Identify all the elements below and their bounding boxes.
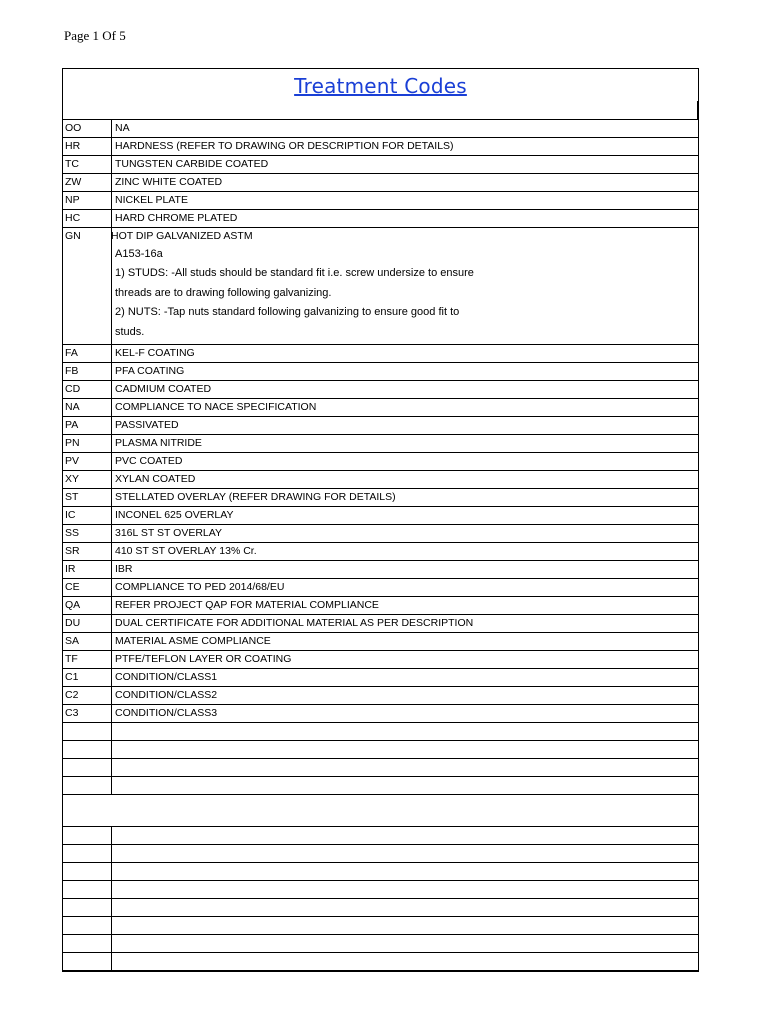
table-row	[63, 417, 698, 435]
description-cell: CADMIUM COATED	[112, 381, 699, 399]
description-cell: INCONEL 625 OVERLAY	[112, 507, 699, 525]
code-cell: TC	[63, 156, 112, 174]
description-cell: COMPLIANCE TO NACE SPECIFICATION	[112, 399, 699, 417]
code-cell: HR	[63, 138, 112, 156]
description-cell	[112, 723, 699, 741]
table-row	[63, 579, 698, 597]
description-cell	[112, 881, 699, 899]
table-row	[63, 777, 698, 795]
description-cell	[112, 827, 699, 845]
code-cell: GN	[63, 228, 112, 345]
description-cell: XYLAN COATED	[112, 471, 699, 489]
description-line: studs.	[115, 325, 145, 338]
table-row	[63, 953, 698, 971]
description-cell	[112, 917, 699, 935]
code-cell: CD	[63, 381, 112, 399]
code-cell: PV	[63, 453, 112, 471]
table-row	[63, 174, 698, 192]
code-cell: C2	[63, 687, 112, 705]
description-cell: CONDITION/CLASS1	[112, 669, 699, 687]
table-row	[63, 615, 698, 633]
table-row	[63, 192, 698, 210]
table-row	[63, 489, 698, 507]
description-cell	[112, 899, 699, 917]
codes-table	[63, 120, 698, 971]
table-row	[63, 633, 698, 651]
code-cell: XY	[63, 471, 112, 489]
description-cell	[112, 741, 699, 759]
table-row	[63, 543, 698, 561]
table-row	[63, 669, 698, 687]
table-row	[63, 210, 698, 228]
description-line: threads are to drawing following galvanizing.	[115, 286, 332, 299]
code-cell: C3	[63, 705, 112, 723]
description-cell	[112, 863, 699, 881]
code-cell	[63, 827, 112, 845]
code-cell: IR	[63, 561, 112, 579]
table-row	[63, 845, 698, 863]
table-row	[63, 827, 698, 845]
table-row	[63, 507, 698, 525]
table-row	[63, 471, 698, 489]
code-cell: C1	[63, 669, 112, 687]
description-cell: TUNGSTEN CARBIDE COATED	[112, 156, 699, 174]
code-cell: ST	[63, 489, 112, 507]
table-row	[63, 120, 698, 138]
code-cell	[63, 845, 112, 863]
description-cell: PLASMA NITRIDE	[112, 435, 699, 453]
code-cell: HC	[63, 210, 112, 228]
table-row	[63, 525, 698, 543]
table-row	[63, 228, 698, 345]
description-cell: COMPLIANCE TO PED 2014/68/EU	[112, 579, 699, 597]
description-cell: PFA COATING	[112, 363, 699, 381]
sheet-title[interactable]: Treatment Codes	[294, 74, 467, 98]
table-row	[63, 381, 698, 399]
table-row	[63, 363, 698, 381]
table-row	[63, 687, 698, 705]
table-row	[63, 723, 698, 741]
table-row	[63, 651, 698, 669]
table-row	[63, 435, 698, 453]
description-line: HOT DIP GALVANIZED ASTM	[111, 230, 253, 242]
table-row	[63, 399, 698, 417]
code-cell: PN	[63, 435, 112, 453]
description-line: 2) NUTS: -Tap nuts standard following galvanizing to ensure good fit to	[115, 306, 460, 319]
description-cell: MATERIAL ASME COMPLIANCE	[112, 633, 699, 651]
description-cell	[112, 953, 699, 971]
code-cell	[63, 953, 112, 971]
code-cell: FB	[63, 363, 112, 381]
code-cell	[63, 899, 112, 917]
description-line: 1) STUDS: -All studs should be standard fit i.e. screw undersize to ensure	[115, 267, 474, 280]
code-cell	[63, 881, 112, 899]
code-cell: QA	[63, 597, 112, 615]
code-cell: FA	[63, 345, 112, 363]
code-cell	[63, 917, 112, 935]
code-cell: SR	[63, 543, 112, 561]
description-cell: 410 ST ST OVERLAY 13% Cr.	[112, 543, 699, 561]
description-cell: REFER PROJECT QAP FOR MATERIAL COMPLIANCE	[112, 597, 699, 615]
code-cell: SS	[63, 525, 112, 543]
code-cell	[63, 723, 112, 741]
table-row	[63, 453, 698, 471]
description-cell: 316L ST ST OVERLAY	[112, 525, 699, 543]
section-divider-row	[63, 795, 698, 827]
page-number: Page 1 Of 5	[64, 28, 126, 43]
table-row	[63, 935, 698, 953]
code-cell: OO	[63, 120, 112, 138]
code-cell	[63, 935, 112, 953]
description-cell: NICKEL PLATE	[112, 192, 699, 210]
description-cell: CONDITION/CLASS2	[112, 687, 699, 705]
code-cell	[63, 759, 112, 777]
description-cell	[112, 777, 699, 795]
description-cell: PTFE/TEFLON LAYER OR COATING	[112, 651, 699, 669]
description-cell: NA	[112, 120, 699, 138]
table-row	[63, 759, 698, 777]
table-row	[63, 881, 698, 899]
code-cell: TF	[63, 651, 112, 669]
treatment-codes-sheet	[62, 68, 699, 972]
code-cell: NP	[63, 192, 112, 210]
table-row	[63, 741, 698, 759]
empty-cell	[63, 795, 698, 827]
code-cell: CE	[63, 579, 112, 597]
description-cell: KEL-F COATING	[112, 345, 699, 363]
title-divider	[697, 101, 698, 119]
code-cell	[63, 863, 112, 881]
description-cell	[112, 759, 699, 777]
description-cell	[112, 228, 699, 345]
description-cell: PASSIVATED	[112, 417, 699, 435]
code-cell: IC	[63, 507, 112, 525]
table-row	[63, 561, 698, 579]
code-cell	[63, 741, 112, 759]
description-cell: ZINC WHITE COATED	[112, 174, 699, 192]
code-cell: PA	[63, 417, 112, 435]
code-cell: DU	[63, 615, 112, 633]
description-cell: CONDITION/CLASS3	[112, 705, 699, 723]
description-cell: PVC COATED	[112, 453, 699, 471]
description-cell: HARD CHROME PLATED	[112, 210, 699, 228]
description-cell: HARDNESS (REFER TO DRAWING OR DESCRIPTION FOR DETAILS)	[112, 138, 699, 156]
description-cell	[112, 845, 699, 863]
table-row	[63, 156, 698, 174]
table-row	[63, 899, 698, 917]
description-cell: IBR	[112, 561, 699, 579]
description-cell: DUAL CERTIFICATE FOR ADDITIONAL MATERIAL AS PER DESCRIPTION	[112, 615, 699, 633]
code-cell	[63, 777, 112, 795]
description-cell: STELLATED OVERLAY (REFER DRAWING FOR DETAILS)	[112, 489, 699, 507]
table-row	[63, 345, 698, 363]
table-row	[63, 917, 698, 935]
table-row	[63, 705, 698, 723]
table-row	[63, 863, 698, 881]
table-row	[63, 597, 698, 615]
description-line: A153-16a	[115, 248, 163, 260]
title-row	[63, 69, 698, 120]
code-cell: NA	[63, 399, 112, 417]
code-cell: ZW	[63, 174, 112, 192]
description-cell	[112, 935, 699, 953]
code-cell: SA	[63, 633, 112, 651]
table-row	[63, 138, 698, 156]
